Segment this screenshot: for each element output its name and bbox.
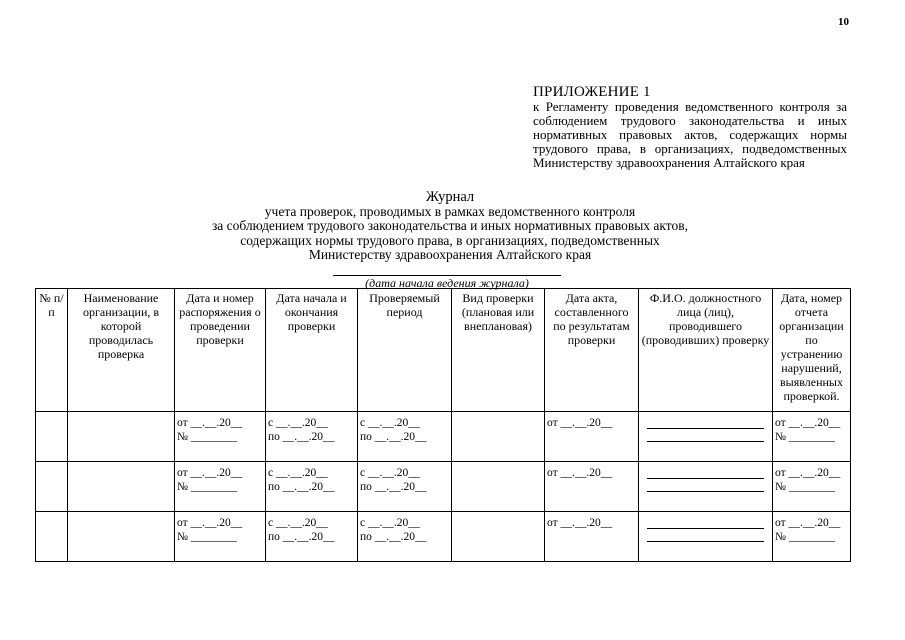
- journal-subtitle-line: содержащих нормы трудового права, в организациях, подведомственных: [240, 232, 660, 248]
- number-cell: [36, 512, 68, 562]
- appendix-block: [533, 85, 847, 170]
- report-date: от __.__.20__: [775, 517, 841, 529]
- appendix-title: ПРИЛОЖЕНИЕ 1: [533, 84, 651, 100]
- order-number: № ________: [177, 531, 237, 543]
- report-date: от __.__.20__: [775, 417, 841, 429]
- act-date: от __.__.20__: [547, 467, 613, 479]
- fill-line: [647, 481, 763, 492]
- order-date: от __.__.20__: [177, 517, 243, 529]
- type-cell: [452, 412, 545, 462]
- fill-line: [647, 518, 763, 529]
- date-from: с __.__.20__: [268, 417, 328, 429]
- order-cell: [175, 512, 266, 562]
- start-date-label: (дата начала ведения журнала): [333, 275, 561, 289]
- organization-cell: [68, 412, 175, 462]
- inspection-dates-cell: [266, 462, 358, 512]
- report-number: № ________: [775, 531, 835, 543]
- report-cell: [773, 462, 851, 512]
- header-cell: Дата акта, составленного по результатам проверки: [545, 289, 639, 412]
- fill-line: [647, 468, 763, 479]
- act-date-cell: [545, 512, 639, 562]
- type-cell: [452, 462, 545, 512]
- date-to: по __.__.20__: [268, 531, 335, 543]
- report-date: от __.__.20__: [775, 467, 841, 479]
- report-cell: [773, 412, 851, 462]
- period-cell: [358, 512, 452, 562]
- date-from: с __.__.20__: [268, 517, 328, 529]
- header-cell: Ф.И.О. должностного лица (лиц), проводившего (проводивших) проверку: [639, 289, 773, 412]
- period-cell: [358, 462, 452, 512]
- header-cell: Дата, номер отчета организации по устранению нарушений, выявленных проверкой.: [773, 289, 851, 412]
- order-number: № ________: [177, 481, 237, 493]
- number-cell: [36, 412, 68, 462]
- report-number: № ________: [775, 431, 835, 443]
- page-number: 10: [838, 16, 849, 28]
- period-from: с __.__.20__: [360, 417, 420, 429]
- appendix-body: к Регламенту проведения ведомственного контроля за соблюдением трудового законодательства и иных нормативных правовых актов, содержащих нормы трудового права, в организациях, подведомственных Министерству здравоохранения Алтайского края: [533, 99, 847, 170]
- organization-cell: [68, 462, 175, 512]
- number-cell: [36, 462, 68, 512]
- report-number: № ________: [775, 481, 835, 493]
- type-cell: [452, 512, 545, 562]
- inspection-dates-cell: [266, 512, 358, 562]
- period-to: по __.__.20__: [360, 531, 427, 543]
- journal-heading: [150, 190, 750, 263]
- inspection-log-table: [35, 288, 851, 562]
- table-row: [36, 412, 851, 462]
- date-to: по __.__.20__: [268, 431, 335, 443]
- inspector-cell: [639, 462, 773, 512]
- journal-title: Журнал: [425, 189, 475, 205]
- order-number: № ________: [177, 431, 237, 443]
- act-date-cell: [545, 462, 639, 512]
- organization-cell: [68, 512, 175, 562]
- header-cell: Вид проверки (плановая или внеплановая): [452, 289, 545, 412]
- period-to: по __.__.20__: [360, 431, 427, 443]
- period-cell: [358, 412, 452, 462]
- table-row: [36, 462, 851, 512]
- period-from: с __.__.20__: [360, 467, 420, 479]
- period-to: по __.__.20__: [360, 481, 427, 493]
- header-cell: Наименование организации, в которой проводилась проверка: [68, 289, 175, 412]
- act-date: от __.__.20__: [547, 517, 613, 529]
- table-header-row: [36, 289, 851, 412]
- fill-line: [647, 531, 763, 542]
- order-cell: [175, 462, 266, 512]
- journal-subtitle-line: учета проверок, проводимых в рамках ведомственного контроля: [264, 203, 636, 219]
- inspection-dates-cell: [266, 412, 358, 462]
- act-date: от __.__.20__: [547, 417, 613, 429]
- inspector-cell: [639, 512, 773, 562]
- journal-subtitle-line: за соблюдением трудового законодательства и иных нормативных правовых актов,: [211, 218, 689, 233]
- header-cell: Дата начала и окончания проверки: [266, 289, 358, 412]
- order-date: от __.__.20__: [177, 417, 243, 429]
- report-cell: [773, 512, 851, 562]
- period-from: с __.__.20__: [360, 517, 420, 529]
- header-cell: Проверяемый период: [358, 289, 452, 412]
- journal-subtitle-line: Министерству здравоохранения Алтайского края: [308, 247, 592, 262]
- act-date-cell: [545, 412, 639, 462]
- date-from: с __.__.20__: [268, 467, 328, 479]
- fill-line: [647, 431, 763, 442]
- header-cell: № п/п: [36, 289, 68, 412]
- date-to: по __.__.20__: [268, 481, 335, 493]
- header-cell: Дата и номер распоряжения о проведении проверки: [175, 289, 266, 412]
- fill-line: [647, 418, 763, 429]
- order-cell: [175, 412, 266, 462]
- order-date: от __.__.20__: [177, 467, 243, 479]
- inspector-cell: [639, 412, 773, 462]
- table-row: [36, 512, 851, 562]
